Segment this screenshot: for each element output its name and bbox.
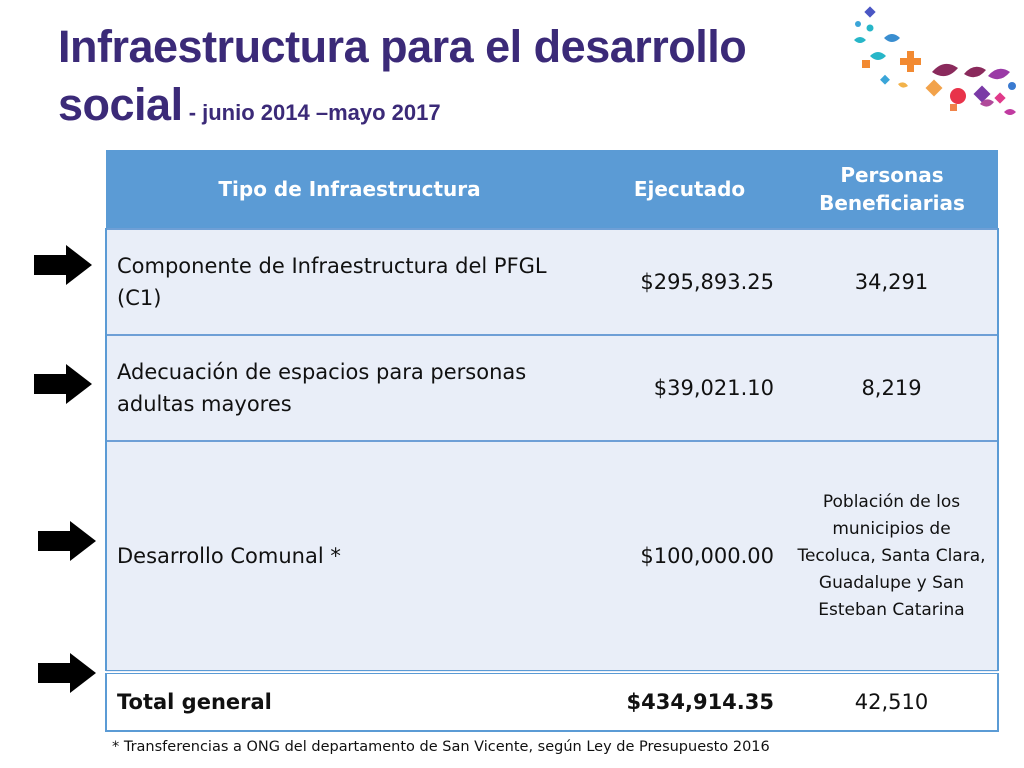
table-row bbox=[106, 441, 998, 672]
table-row bbox=[106, 229, 998, 335]
header-personas: Personas Beneficiarias bbox=[786, 150, 998, 229]
total-personas: 42,510 bbox=[786, 672, 998, 731]
cell-tipo: Desarrollo Comunal * bbox=[106, 441, 593, 672]
cell-personas: 8,219 bbox=[786, 335, 998, 441]
title-subtitle: - junio 2014 –mayo 2017 bbox=[182, 100, 441, 125]
slide-title bbox=[58, 18, 818, 142]
title-line-2: social bbox=[58, 79, 183, 130]
cell-tipo: Adecuación de espacios para personas adultas mayores bbox=[106, 335, 593, 441]
right-arrow-icon bbox=[32, 243, 94, 287]
cell-ejecutado: $295,893.25 bbox=[593, 229, 786, 335]
cell-personas: 34,291 bbox=[786, 229, 998, 335]
table-row bbox=[106, 335, 998, 441]
header-tipo: Tipo de Infraestructura bbox=[106, 150, 593, 229]
cell-tipo: Componente de Infraestructura del PFGL (C1) bbox=[106, 229, 593, 335]
cell-ejecutado: $39,021.10 bbox=[593, 335, 786, 441]
total-row bbox=[106, 672, 998, 731]
confetti-decoration-icon bbox=[840, 0, 1024, 130]
cell-personas: Población de los municipios de Tecoluca, Santa Clara, Guadalupe y San Esteban Catarina bbox=[786, 441, 998, 672]
total-ejecutado: $434,914.35 bbox=[593, 672, 786, 731]
title-line-1: Infraestructura para el desarrollo bbox=[58, 21, 747, 72]
total-label: Total general bbox=[106, 672, 593, 731]
cell-ejecutado: $100,000.00 bbox=[593, 441, 786, 672]
infrastructure-table bbox=[105, 150, 999, 732]
header-ejecutado: Ejecutado bbox=[593, 150, 786, 229]
table-header-row bbox=[106, 150, 998, 229]
right-arrow-icon bbox=[36, 651, 98, 695]
footnote: * Transferencias a ONG del departamento de San Vicente, según Ley de Presupuesto 2016 bbox=[112, 739, 770, 755]
right-arrow-icon bbox=[36, 519, 98, 563]
right-arrow-icon bbox=[32, 362, 94, 406]
